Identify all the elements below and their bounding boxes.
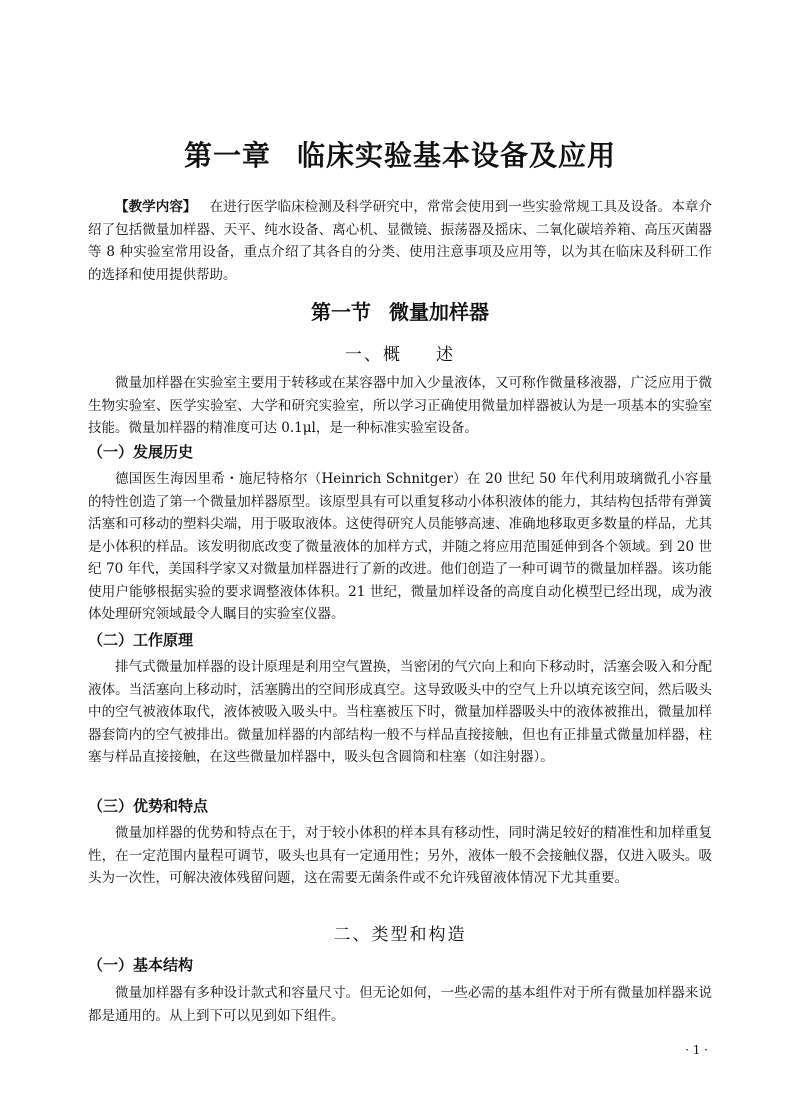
- history-text: 德国医生海因里希・施尼特格尔（Heinrich Schnitger）在 20 世纪 50 年代利用玻璃微孔小容量的特性创造了第一个微量加样器原型。该原型具有可以重复移动小体积液体的能力，其结构包括带有弹簧活塞和可移动的塑料尖端，用于吸取液体。这使得研究人员能够高速、准确地移取更多数量的样品，尤其是小体积的样品。该发明彻底改变了微量液体的加样方式，并随之将应用范围延伸到各个领域。到 20 世纪 70 年代，美国科学家又对微量加样器进行了新的改进。他们创造了一种可调节的微量加样器。该功能使用户能够根据实验的要求调整液体体积。21 世纪，微量加样设备的高度自动化模型已经出现，成为液体处理研究领域最令人瞩目的实验室仪器。: [88, 471, 712, 622]
- section-name: 微量加样器: [389, 300, 489, 324]
- intro-text: 在进行医学临床检测及科学研究中，常常会使用到一些实验常规工具及设备。本章介绍了包括微量加样器、天平、纯水设备、离心机、显微镜、振荡器及摇床、二氧化碳培养箱、高压灭菌器等 8 种实验室常用设备，重点介绍了其各自的分类、使用注意事项及应用等，以为其在临床及科研工作的选择和使用提供帮助。: [88, 199, 713, 283]
- overview-paragraph: [88, 372, 712, 440]
- page-number: · 1 ·: [685, 1043, 708, 1057]
- part-overview-prefix: 一、概: [345, 345, 402, 365]
- part-types-title: 二、类型和构造: [333, 925, 467, 945]
- part-overview-suffix: 述: [436, 345, 455, 365]
- history-paragraph: [88, 468, 712, 626]
- section-title: [0, 296, 800, 325]
- structure-paragraph: [88, 982, 712, 1027]
- intro-paragraph: [88, 196, 712, 286]
- chapter-title: [0, 134, 800, 174]
- intro-label: 【教学内容】: [115, 199, 197, 215]
- chapter-prefix: 第一章: [183, 139, 271, 172]
- structure-text: 微量加样器有多种设计款式和容量尺寸。但无论如何，一些必需的基本组件对于所有微量加样器来说都是通用的。从上到下可以见到如下组件。: [88, 985, 712, 1024]
- advantage-paragraph: [88, 822, 712, 890]
- section-prefix: 第一节: [311, 300, 371, 324]
- chapter-name: 临床实验基本设备及应用: [297, 139, 617, 172]
- principle-paragraph: [88, 656, 712, 769]
- advantage-heading: （三）优势和特点: [88, 797, 209, 815]
- structure-heading: （一）基本结构: [88, 956, 194, 974]
- part-overview-title: [0, 340, 800, 365]
- history-heading: （一）发展历史: [88, 443, 194, 461]
- principle-heading: （二）工作原理: [88, 631, 194, 649]
- advantage-text: 微量加样器的优势和特点在于，对于较小体积的样本具有移动性，同时满足较好的精准性和加样重复性，在一定范围内量程可调节，吸头也具有一定通用性；另外，液体一般不会接触仪器，仅进入吸头。吸头为一次性，可解决液体残留问题，这在需要无菌条件或不允许残留液体情况下尤其重要。: [88, 825, 712, 886]
- principle-text: 排气式微量加样器的设计原理是利用空气置换，当密闭的气穴向上和向下移动时，活塞会吸入和分配液体。当活塞向上移动时，活塞腾出的空间形成真空。这导致吸头中的空气上升以填充该空间，然后吸头中的空气被液体取代，液体被吸入吸头中。当柱塞被压下时，微量加样器吸头中的液体被推出，微量加样器套筒内的空气被排出。微量加样器的内部结构一般不与样品直接接触，但也有正排量式微量加样器，柱塞与样品直接接触，在这些微量加样器中，吸头包含圆筒和柱塞（如注射器）。: [88, 659, 712, 765]
- overview-text: 微量加样器在实验室主要用于转移或在某容器中加入少量液体，又可称作微量移液器，广泛应用于微生物实验室、医学实验室、大学和研究实验室，所以学习正确使用微量加样器被认为是一项基本的实验室技能。微量加样器的精准度可达 0.1μl，是一种标准实验室设备。: [88, 375, 712, 436]
